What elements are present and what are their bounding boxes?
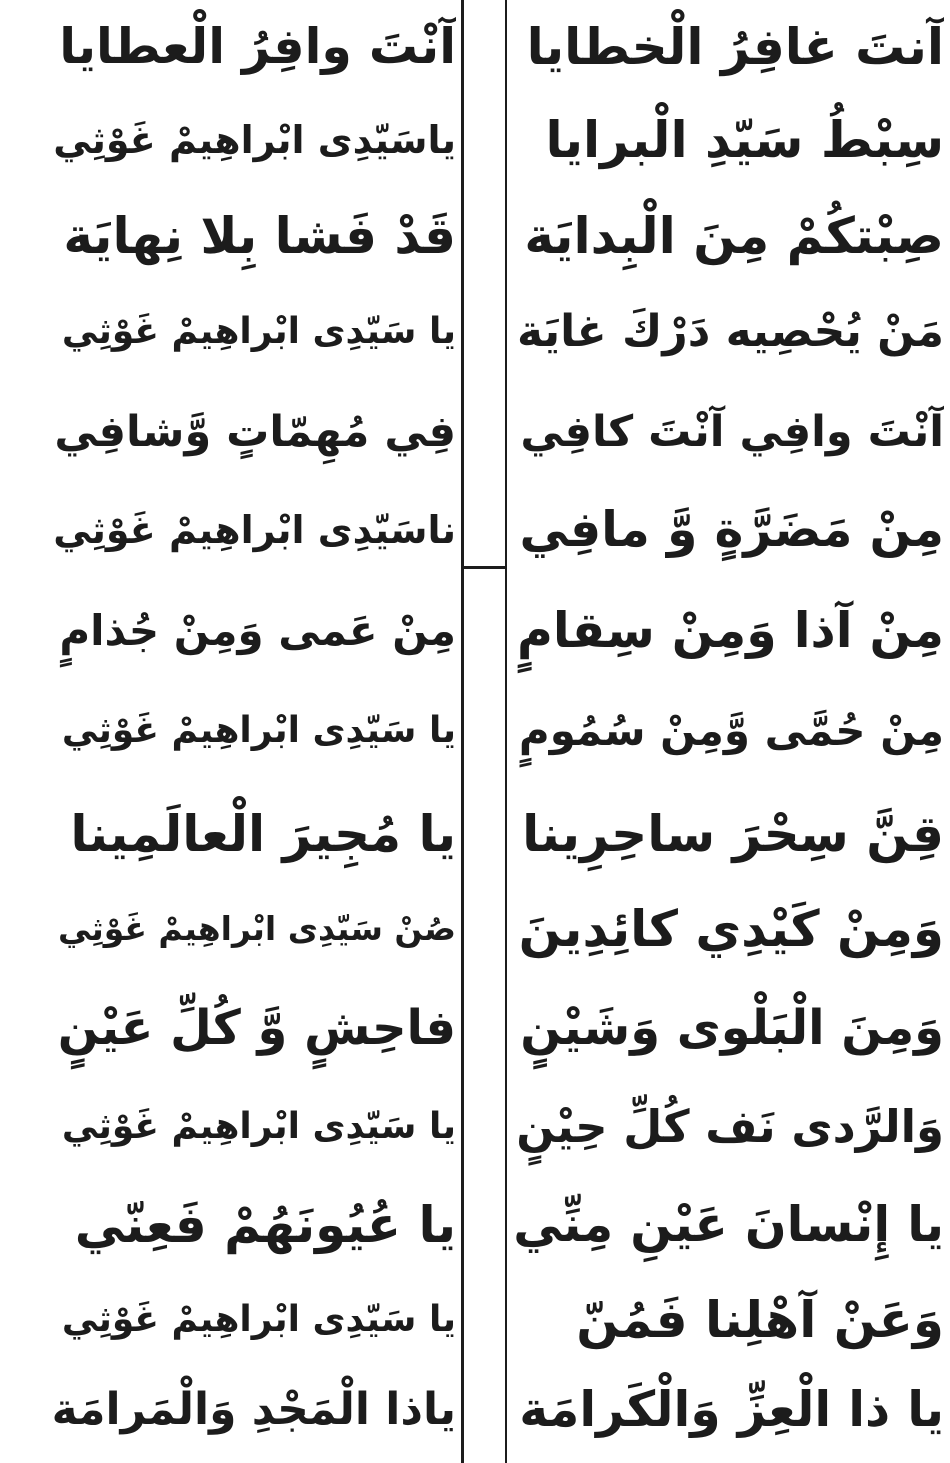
right-divider-rule	[505, 0, 507, 1463]
verse-line: ناسَيّدِى ابْراهِيمْ غَوْثِي	[53, 508, 456, 552]
verse-line: مِنْ عَمى وَمِنْ جُذامٍ	[59, 606, 456, 655]
verse-line: يا عُيُونَهُمْ فَعِنّي	[74, 1196, 456, 1254]
verse-line: قِنَّ سِحْرَ ساحِرِينا	[522, 805, 944, 863]
verse-line: صِبْتكُمْ مِنَ الْبِدايَة	[524, 207, 944, 265]
verse-line: فاحِشٍ وَّ كُلِّ عَيْنٍ	[57, 1000, 456, 1056]
verse-line: وَمِنَ الْبَلْوى وَشَيْنٍ	[520, 1000, 944, 1056]
verse-line: صُنْ سَيّدِى ابْراهِيمْ غَوْثِي	[57, 909, 456, 948]
verse-line: يا سَيّدِى ابْراهِيمْ غَوْثِي	[61, 311, 456, 352]
right-verse-column	[512, 0, 944, 1463]
left-verse-column	[52, 0, 456, 1463]
verse-line: يا سَيّدِى ابْراهِيمْ غَوْثِي	[61, 1106, 456, 1147]
verse-line: آنْتَ وافِي آنْتَ كافِي	[520, 407, 944, 457]
verse-line: يا ذا الْعِزِّ وَالْكَرامَة	[519, 1381, 944, 1438]
verse-line: سِبْطُ سَيّدِ الْبرايا	[545, 111, 944, 169]
verse-line: مِنْ آذا وَمِنْ سِقامٍ	[516, 602, 944, 659]
verse-line: يا إِنْسانَ عَيْنِ مِنِّي	[513, 1196, 944, 1253]
verse-line: ياذا الْمَجْدِ وَالْمَرامَة	[52, 1384, 456, 1435]
verse-line: مِنْ حُمَّى وَّمِنْ سُمُومٍ	[518, 706, 944, 755]
verse-line: قَدْ فَشا بِلا نِهايَة	[63, 207, 456, 265]
verse-line: يا سَيّدِى ابْراهِيمْ غَوْثِي	[61, 1299, 456, 1340]
divider-connector	[461, 566, 507, 569]
verse-line: وَمِنْ كَيْدِي كائِدِينَ	[518, 900, 944, 958]
verse-line: آنْتَ وافِرُ الْعطايا	[59, 18, 456, 75]
verse-line: ياسَيّدِى ابْراهِيمْ غَوْثِي	[53, 118, 456, 162]
verse-line: يا مُجِيرَ الْعالَمِينا	[70, 805, 456, 863]
verse-line: وَالرَّدى نَف كُلِّ حِيْنٍ	[516, 1100, 944, 1153]
verse-line: آنتَ غافِرُ الْخطايا	[526, 18, 944, 76]
left-divider-rule	[461, 0, 464, 1463]
verse-line: مِنْ مَضَرَّةٍ وَّ مافِي	[519, 501, 944, 558]
verse-line: وَعَنْ آهْلِنا فَمُنّ	[576, 1291, 944, 1349]
verse-line: مَنْ يُحْصِيه دَرْكَ غايَة	[516, 306, 944, 357]
verse-line: فِي مُهِمّاتٍ وَّشافِي	[54, 407, 456, 457]
verse-line: يا سَيّدِى ابْراهِيمْ غَوْثِي	[61, 710, 456, 751]
